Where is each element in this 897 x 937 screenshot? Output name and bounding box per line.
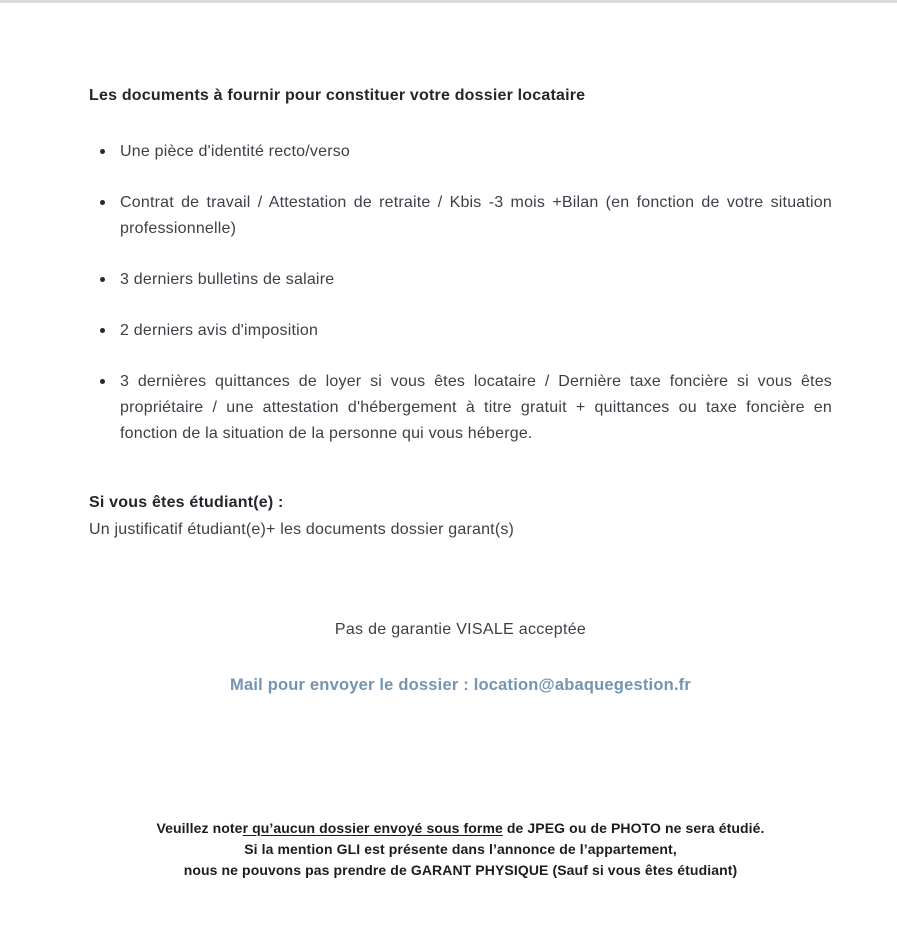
footer-line1-suffix: de JPEG ou de PHOTO ne sera étudié. [502,820,765,836]
footer-warning-line1 [89,818,832,839]
list-item-text: Une pièce d'identité recto/verso [120,143,351,160]
footer-warning-line2: Si la mention GLI est présente dans l’annonce de l’appartement, [244,841,677,857]
list-item-text: 2 derniers avis d'imposition [120,322,319,339]
student-section-text: Un justificatif étudiant(e)+ les documents dossier garant(s) [89,521,515,538]
footer-line1-underlined: r qu’aucun dossier envoyé sous forme [242,820,503,836]
student-section-heading: Si vous êtes étudiant(e) : [89,494,284,511]
visale-note: Pas de garantie VISALE acceptée [334,621,587,638]
bullet-icon [100,328,105,333]
list-item-text: Contrat de travail / Attestation de retraite / Kbis -3 mois +Bilan (en fonction de votre situation professionnelle) [120,194,832,237]
list-item [89,139,832,165]
bullet-icon [100,149,105,154]
list-item [89,190,832,242]
top-divider [0,0,897,3]
document-page [0,85,897,881]
list-item-text: 3 dernières quittances de loyer si vous êtes locataire / Dernière taxe foncière si vous êtes propriétaire / une attestation d'hébergement à titre gratuit + quittances ou taxe foncière en fonction de la situation de la personne qui vous héberge. [120,373,832,442]
documents-list [89,139,832,447]
list-item [89,369,832,447]
footer-warning [89,818,832,881]
mail-instruction: Mail pour envoyer le dossier : location@abaquegestion.fr [230,676,691,694]
footer-warning-line3: nous ne pouvons pas prendre de GARANT PHYSIQUE (Sauf si vous êtes étudiant) [183,862,738,878]
bullet-icon [100,277,105,282]
list-item [89,267,832,293]
page-title: Les documents à fournir pour constituer votre dossier locataire [89,87,586,104]
footer-line1-prefix: Veuillez note [156,820,243,836]
list-item-text: 3 derniers bulletins de salaire [120,271,335,288]
bullet-icon [100,200,105,205]
list-item [89,318,832,344]
bullet-icon [100,379,105,384]
